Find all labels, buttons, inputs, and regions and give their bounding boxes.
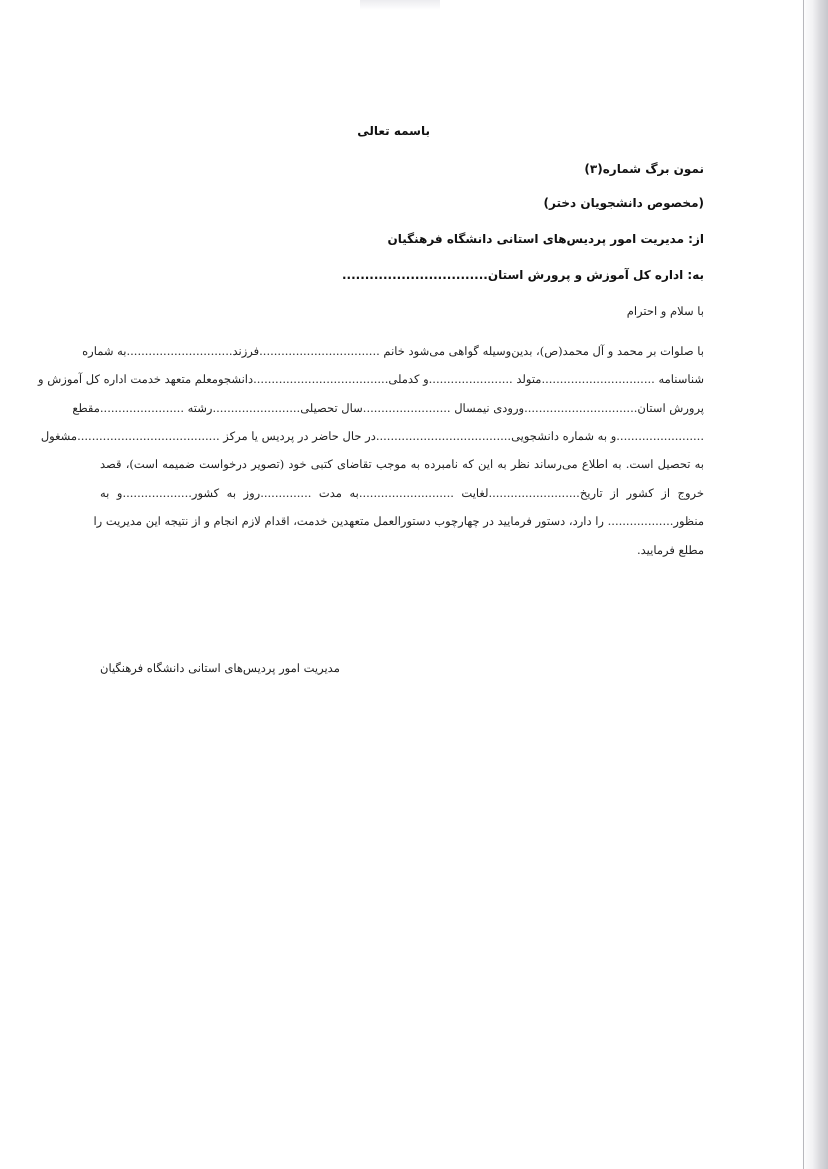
body-line-1: با صلوات بر محمد و آل محمد(ص)، بدین‌وسیله گواهی می‌شود خانم .................................فرزند.............................به شماره: [82, 344, 704, 358]
form-number: نمون برگ شماره(۳): [584, 162, 704, 176]
body-line-4: ........................و به شماره دانشجویی.....................................در حال حاضر در پردیس یا مرکز .......................................مشغول: [40, 429, 704, 443]
body-line-2: شناسنامه ...............................متولد .......................و کدملی.....................................دانشجومعلم متعهد خدمت اداره کل آموزش و: [38, 372, 704, 386]
page-edge-line: [803, 0, 804, 1169]
basmala-heading: باسمه تعالی: [357, 124, 430, 138]
body-line-3: پرورش استان...............................ورودی نیمسال ........................سال تحصیلی........................رشته .......................مقطع: [72, 401, 704, 415]
body-line-8: مطلع فرمایید.: [636, 543, 704, 557]
greeting: با سلام و احترام: [626, 304, 704, 318]
body-line-7: منظور.................. را دارد، دستور فرمایید در چهارچوب دستورالعمل متعهدین خدمت، اقدام لازم انجام و از نتیجه این مدیریت را: [93, 514, 704, 528]
scan-artifact: [360, 0, 440, 10]
body-line-6: خروج از کشور از تاریخ.........................لغایت ..........................به مدت ..............روز به کشور...................و به: [100, 486, 704, 500]
from-line: از: مدیریت امور پردیس‌های استانی دانشگاه فرهنگیان: [387, 232, 704, 246]
body-line-5: به تحصیل است. به اطلاع می‌رساند نظر به این که نامبرده به موجب تقاضای کتبی خود (تصویر درخواست ضمیمه است)، قصد: [100, 457, 704, 471]
signature-office: مدیریت امور پردیس‌های استانی دانشگاه فرهنگیان: [100, 661, 340, 675]
to-line: به: اداره کل آموزش و پرورش استان................................: [341, 268, 704, 282]
page-edge-shadow: [802, 0, 828, 1169]
audience-note: (مخصوص دانشجویان دختر): [543, 196, 704, 210]
